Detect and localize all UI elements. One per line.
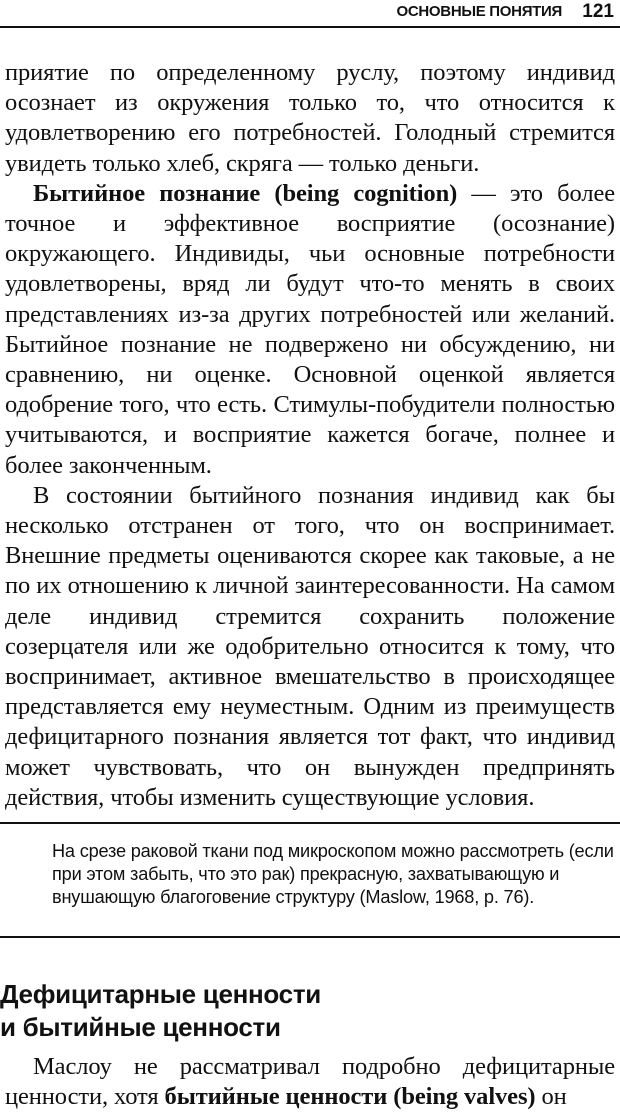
paragraph-4-end: он: [535, 1083, 567, 1111]
term-being-values: бытийные ценности (being valves): [164, 1083, 536, 1111]
body-text: [5, 58, 615, 813]
page-number: 121: [582, 1, 614, 22]
paragraph-3: В состоянии бытийного познания индивид как бы несколько отстранен от того, что он воспринимает. Внешние предметы оцениваются скорее как таковые, а не по их отношению к личной заинтересованности. На самом деле индивид стремится сохранить положение созерцателя или же одобрительно относится к тому, что воспринимает, активное вмешательство в происходящее представляется ему неуместным. Одним из преимуществ дефицитарного познания является тот факт, что индивид может чувствовать, что он вынужден предпринять действия, чтобы изменить существующие условия.: [5, 481, 615, 811]
paragraph-4: [5, 1052, 615, 1112]
paragraph-2: [5, 179, 615, 481]
quote-text: На срезе раковой ткани под микроскопом можно рассмотреть (если при этом забыть, что это рак) прекрасную, захватывающую и внушающую благоговение структуру (Maslow, 1968, p. 76).: [52, 841, 614, 907]
section-heading-line-2: и бытийные ценности: [0, 1012, 281, 1042]
running-title: ОСНОВНЫЕ ПОНЯТИЯ: [396, 3, 562, 20]
paragraph-2-text: — это более точное и эффективное восприятие (осознание) окружающего. Индивиды, чьи основные потребности удовлетворены, вряд ли будут что-то менять в своих представлениях из-за других потребностей или желаний. Бытийное познание не подвержено ни обсуждению, ни сравнению, ни оценке. Основной оценкой является одобрение того, что есть. Стимулы-побудители полностью учитываются, и восприятие кажется богаче, полнее и более законченным.: [5, 179, 615, 479]
term-being-cognition: Бытийное познание (being cognition): [33, 179, 458, 207]
quote-rule-top: [0, 822, 620, 824]
running-header: [0, 0, 620, 30]
body-text-continued: [5, 1052, 615, 1112]
quote-rule-bottom: [0, 936, 620, 938]
paragraph-4-start: Маслоу не рассматривал подробно дефицитарные ценности, хотя: [5, 1053, 615, 1111]
header-rule: [0, 26, 620, 28]
section-heading-line-1: Дефицитарные ценности: [0, 979, 321, 1009]
section-heading: [0, 978, 620, 1044]
quote-box: [0, 822, 620, 940]
paragraph-1: приятие по определенному руслу, поэтому индивид осознает из окружения только то, что относится к удовлетворению его потребностей. Голодный стремится увидеть только хлеб, скряга — только деньги.: [5, 59, 615, 177]
